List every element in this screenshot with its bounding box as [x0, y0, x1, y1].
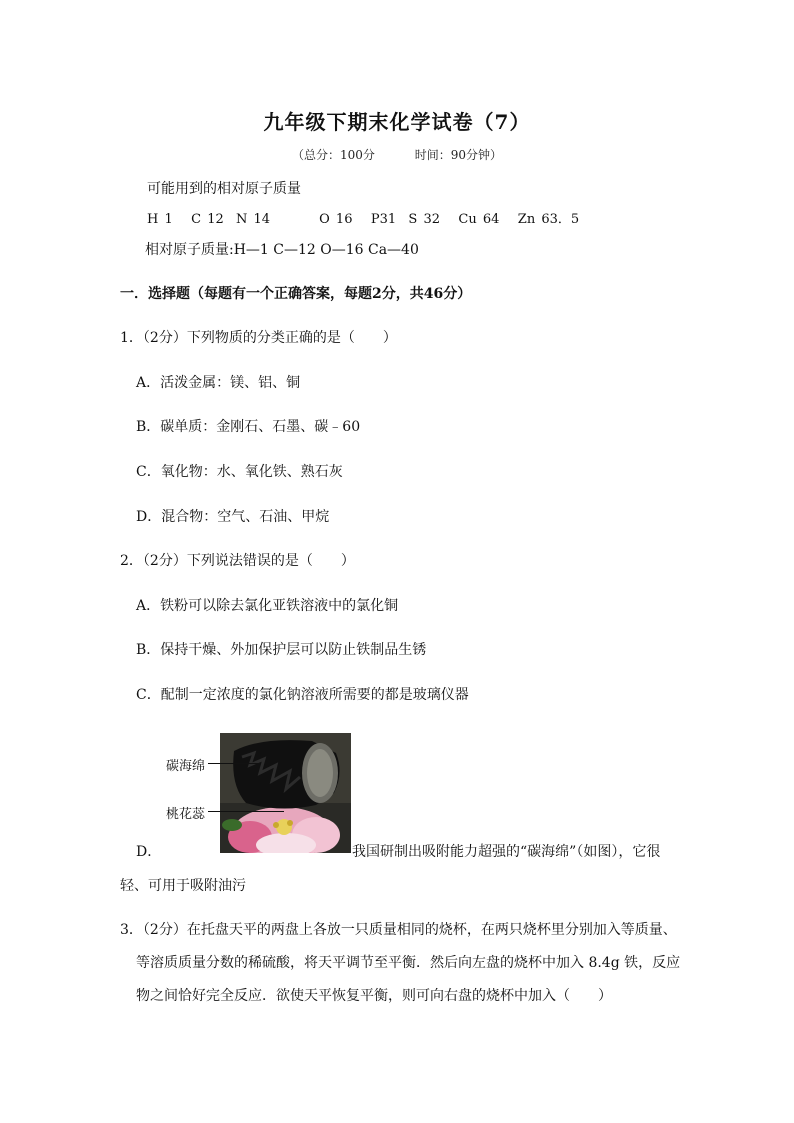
exam-time: 时间：90分钟） — [414, 148, 502, 162]
question-stem-cont: 等溶质质量分数的稀硫酸，将天平调节至平衡．然后向左盘的烧杯中加入 8.4g 铁，反应 — [136, 955, 681, 971]
exam-info — [0, 146, 794, 163]
page-title: 九年级下期末化学试卷（7） — [263, 110, 531, 134]
atomic-mass-list-1: H 1 C 12 N 14 O 16 P31 S 32 Cu 64 Zn 63．5 — [147, 212, 580, 227]
option-c: C．氧化物：水、氧化铁、熟石灰 — [136, 464, 343, 480]
leader-line — [208, 811, 284, 812]
question-stem: 2．（2分）下列说法错误的是（ ） — [120, 553, 355, 569]
option-b: B．碳单质：金刚石、石墨、碳﹣60 — [136, 419, 361, 435]
atomic-mass-note: 可能用到的相对原子质量 — [147, 181, 301, 197]
question-stem-cont: 物之间恰好完全反应．欲使天平恢复平衡，则可向右盘的烧杯中加入（ ） — [136, 988, 612, 1004]
option-c: C．配制一定浓度的氯化钠溶液所需要的都是玻璃仪器 — [136, 687, 469, 703]
option-a: A．活泼金属：镁、铝、铜 — [136, 375, 301, 391]
label-peach-stamen: 桃花蕊 — [166, 807, 206, 822]
option-d-text: 我国研制出吸附能力超强的“碳海绵”（如图），它很 — [352, 844, 661, 860]
option-b: B．保持干燥、外加保护层可以防止铁制品生锈 — [136, 642, 427, 658]
atomic-mass-list-2: 相对原子质量:H—1 C—12 O—16 Ca—40 — [145, 242, 419, 258]
question-stem: 3．（2分）在托盘天平的两盘上各放一只质量相同的烧杯，在两只烧杯里分别加入等质量、 — [120, 922, 677, 938]
leader-line — [208, 763, 260, 764]
question-stem: 1．（2分）下列物质的分类正确的是（ ） — [120, 330, 397, 346]
section-heading: 一．选择题（每题有一个正确答案，每题2分，共46分） — [120, 286, 472, 302]
carbon-sponge-illustration — [220, 733, 351, 853]
option-d: D．混合物：空气、石油、甲烷 — [136, 509, 330, 525]
option-a: A．铁粉可以除去氯化亚铁溶液中的氯化铜 — [136, 598, 399, 614]
label-carbon-sponge: 碳海绵 — [166, 759, 206, 774]
option-d: D． — [136, 844, 162, 860]
option-d-text-cont: 轻、可用于吸附油污 — [120, 878, 246, 894]
carbon-sponge-photo — [220, 733, 351, 853]
total-score: （总分：100分 — [291, 148, 375, 162]
